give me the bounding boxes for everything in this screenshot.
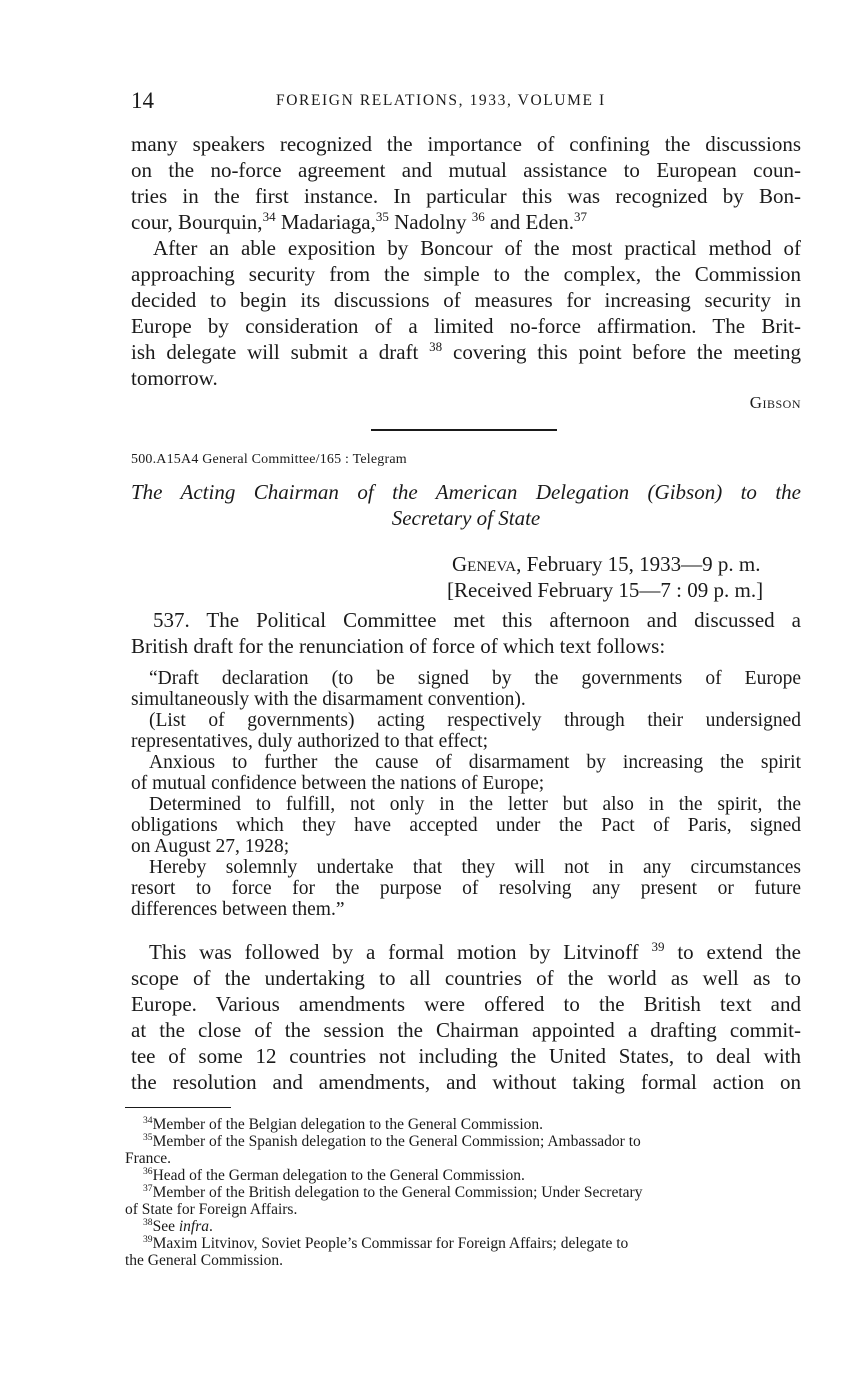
footnote-text: . — [209, 1218, 213, 1235]
footnote-37 — [125, 1184, 801, 1218]
footnote-34 — [125, 1116, 801, 1133]
text-line — [131, 939, 801, 965]
document-title — [131, 479, 801, 531]
footnote-35 — [125, 1133, 801, 1167]
text-run: Nadolny — [388, 210, 472, 234]
title-line: Secretary of State — [391, 506, 541, 530]
footnote-text: the General Commission. — [125, 1252, 283, 1269]
footnote-number: 36 — [143, 1165, 153, 1177]
text-run: and Eden. — [484, 210, 574, 234]
footnote-text: France. — [125, 1150, 172, 1167]
text-line: 537. The Political Committee met this afternoon and discussed a — [153, 608, 801, 632]
footnote-divider — [125, 1107, 231, 1108]
received-line: [Received February 15—7 : 09 p. m.] — [447, 578, 764, 602]
text-line: Europe by consideration of a limited no-force affirmation. The Brit- — [131, 314, 801, 338]
draft-declaration-quote — [131, 668, 801, 920]
footnote-38 — [125, 1218, 801, 1235]
intro-paragraph-2 — [131, 235, 801, 391]
footnote-number: 37 — [143, 1182, 153, 1194]
quote-line: resort to force for the purpose of resolving any present or future — [131, 878, 801, 899]
text-line: many speakers recognized the importance of confining the discussions — [131, 132, 801, 156]
footnote-text: Head of the German delegation to the General Commission. — [152, 1167, 525, 1184]
footnote-text: Member of the Belgian delegation to the General Commission. — [152, 1116, 544, 1133]
text-line: After an able exposition by Boncour of the most practical method of — [153, 236, 801, 260]
footnote-ref-36: 36 — [471, 209, 485, 224]
quote-line: (List of governments) acting respectively through their undersigned — [149, 710, 801, 731]
footnote-ref-39: 39 — [651, 939, 665, 954]
text-line — [131, 209, 801, 235]
footnote-number: 35 — [143, 1131, 153, 1143]
footnote-text: Member of the British delegation to the General Commission; Under Secretary — [152, 1184, 643, 1201]
quote-line: Determined to fulfill, not only in the letter but also in the spirit, the — [149, 794, 801, 815]
footnote-number: 39 — [143, 1233, 153, 1245]
quote-line: Anxious to further the cause of disarmament by increasing the spirit — [149, 752, 801, 773]
signature: Gibson — [749, 393, 801, 412]
footnote-36 — [125, 1167, 801, 1184]
quote-line: on August 27, 1928; — [131, 836, 290, 857]
footnote-number: 34 — [143, 1114, 153, 1126]
place-name: Geneva — [452, 552, 517, 576]
running-head: FOREIGN RELATIONS, 1933, VOLUME I — [276, 92, 606, 109]
text-line: on the no-force agreement and mutual assistance to European coun- — [131, 158, 801, 182]
text-line — [131, 339, 801, 365]
footnote-text: See — [152, 1218, 179, 1235]
quote-line: differences between them.” — [131, 899, 345, 920]
text-line: at the close of the session the Chairman appointed a drafting commit- — [131, 1018, 801, 1042]
text-line: scope of the undertaking to all countries of the world as well as to — [131, 966, 801, 990]
text-line: approaching security from the simple to the complex, the Commission — [131, 262, 801, 286]
date-time: , February 15, 1933—9 p. m. — [516, 552, 761, 576]
text-line: tee of some 12 countries not including the United States, to deal with — [131, 1044, 801, 1068]
footnote-number: 38 — [143, 1216, 153, 1228]
text-run: covering this point before the meeting — [442, 340, 801, 364]
footnote-ref-37: 37 — [573, 209, 587, 224]
page-number: 14 — [131, 88, 154, 113]
footnote-text: Maxim Litvinov, Soviet People’s Commissar for Foreign Affairs; delegate to — [152, 1235, 629, 1252]
telegram-paragraph-1 — [131, 607, 801, 659]
footnote-text-italic: infra — [178, 1218, 210, 1235]
footnote-ref-34: 34 — [262, 209, 276, 224]
telegram-paragraph-2 — [131, 939, 801, 1095]
footnote-ref-35: 35 — [375, 209, 389, 224]
quote-line: obligations which they have accepted under the Pact of Paris, signed — [131, 815, 801, 836]
text-line: decided to begin its discussions of measures for increasing security in — [131, 288, 801, 312]
text-run: to extend the — [664, 940, 801, 964]
text-line: Europe. Various amendments were offered to the British text and — [131, 992, 801, 1016]
text-line: tries in the first instance. In particular this was recognized by Bon- — [131, 184, 801, 208]
quote-line: simultaneously with the disarmament convention). — [131, 689, 526, 710]
intro-paragraph-1 — [131, 131, 801, 235]
section-divider — [371, 429, 557, 431]
quote-line: of mutual confidence between the nations of Europe; — [131, 773, 545, 794]
quote-line: Hereby solemnly undertake that they will not in any circumstances — [149, 857, 801, 878]
text-run: ish delegate will submit a draft — [131, 340, 430, 364]
text-line: British draft for the renunciation of force of which text follows: — [131, 634, 666, 658]
file-reference: 500.A15A4 General Committee/165 : Telegram — [131, 452, 407, 467]
quote-line: representatives, duly authorized to that effect; — [131, 731, 488, 752]
text-run: Madariaga, — [275, 210, 376, 234]
title-line: The Acting Chairman of the American Delegation (Gibson) to the — [131, 480, 801, 504]
footnote-ref-38: 38 — [429, 339, 443, 354]
dateline — [452, 551, 760, 577]
footnote-text: of State for Foreign Affairs. — [125, 1201, 298, 1218]
footnotes — [125, 1116, 801, 1269]
quote-line: “Draft declaration (to be signed by the governments of Europe — [149, 668, 801, 689]
footnote-39 — [125, 1235, 801, 1269]
text-run: cour, Bourquin, — [131, 210, 263, 234]
text-run: This was followed by a formal motion by Litvinoff — [149, 940, 652, 964]
text-line: tomorrow. — [131, 366, 218, 390]
footnote-text: Member of the Spanish delegation to the General Commission; Ambassador to — [152, 1133, 641, 1150]
text-line: the resolution and amendments, and without taking formal action on — [131, 1070, 801, 1094]
